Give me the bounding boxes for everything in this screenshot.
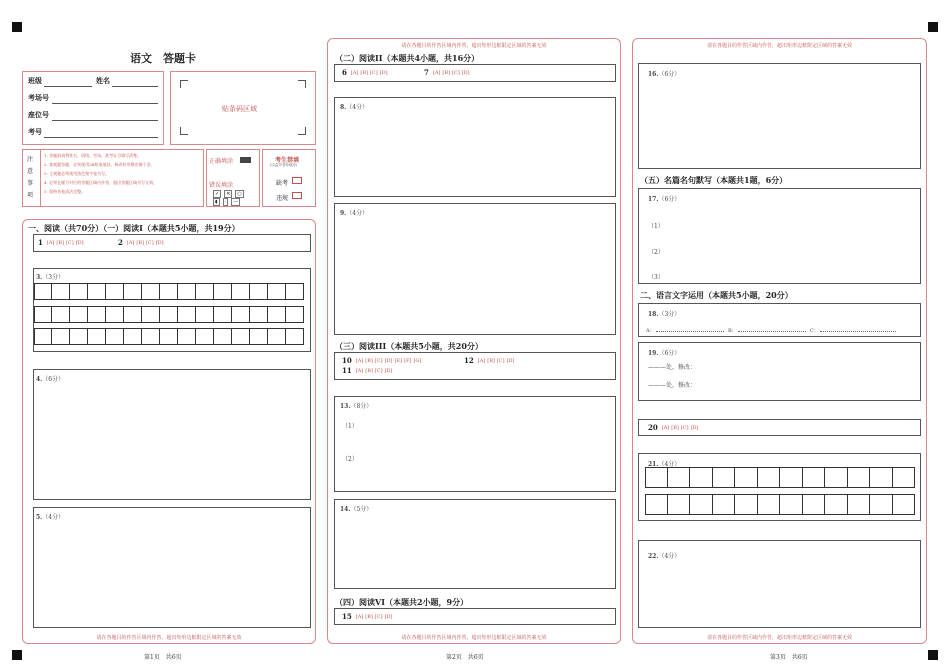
score: （6分）	[658, 350, 681, 357]
note-line: 2. 客观题答题，必须使用2B铅笔填涂，修改时用橡皮擦干净。	[44, 162, 155, 167]
section3-title: （三）阅读III（本题共5小题，共20分）	[335, 341, 483, 351]
q19-label	[648, 348, 680, 357]
option-d[interactable]: [D]	[461, 69, 470, 76]
score: （4分）	[42, 514, 65, 521]
question-number: 22.	[648, 553, 659, 560]
q19-line2: ———处，修改：	[648, 382, 697, 389]
note-line: 1. 答题前请将姓名、班级、考场、准考证号填写清楚。	[44, 153, 142, 158]
page3-footer: 第3页 共6页	[770, 654, 808, 661]
question-number: 2	[118, 238, 123, 247]
q5-label	[36, 512, 64, 521]
page2-footer: 第2页 共6页	[446, 654, 484, 661]
option-d[interactable]: [D]	[155, 239, 164, 246]
writing-grid-row[interactable]	[34, 328, 304, 345]
option-c[interactable]: [C]	[65, 239, 74, 246]
q13-sub1: （1）	[342, 423, 358, 430]
section5-title: （五）名篇名句默写（本题共1题，6分）	[640, 175, 788, 185]
wrong-mark-cross: ✕	[226, 191, 231, 197]
option-b[interactable]: [B]	[365, 613, 373, 620]
wrong-fill-examples	[213, 190, 244, 198]
q3-label	[36, 272, 64, 281]
barcode-label: 贴条码区域	[222, 105, 257, 113]
seat-label: 座位号	[28, 110, 49, 119]
notes-side-char: 项	[27, 192, 34, 199]
q13-sub2: （2）	[342, 456, 358, 463]
option-a[interactable]: [A]	[126, 239, 135, 246]
q14-label	[340, 504, 372, 513]
option-c[interactable]: [C]	[145, 239, 154, 246]
q5-answer-box[interactable]	[33, 507, 311, 628]
question-number: 3.	[36, 274, 43, 281]
q16-label	[648, 69, 680, 78]
question-number: 7	[424, 68, 429, 77]
section6-title: 二、语言文字运用（本题共5小题，20分）	[640, 290, 793, 300]
option-b[interactable]: [B]	[136, 239, 144, 246]
q17-sub2: （2）	[648, 249, 664, 256]
question-number: 12	[464, 356, 474, 365]
option-b[interactable]: [B]	[442, 69, 450, 76]
mc-q15	[342, 612, 393, 621]
option-b[interactable]: [B]	[365, 357, 373, 364]
wrong-mark-dot: ·	[224, 199, 227, 205]
q18-c-label: C：	[810, 328, 819, 334]
option-a[interactable]: [A]	[661, 424, 670, 431]
section2-title: （二）阅读II（本题共4小题，共16分）	[335, 53, 480, 63]
score: （3分）	[658, 311, 681, 318]
question-number: 15	[342, 612, 352, 621]
option-b[interactable]: [B]	[365, 367, 373, 374]
violation-label: 违规	[276, 195, 289, 202]
score: （6分）	[42, 376, 65, 383]
question-number: 17.	[648, 196, 659, 203]
wrong-fill-examples	[213, 198, 240, 206]
class-field[interactable]	[44, 86, 92, 87]
q4-answer-box[interactable]	[33, 369, 311, 500]
q18-a-line[interactable]	[656, 331, 724, 332]
option-d[interactable]: [D]	[75, 239, 84, 246]
option-c[interactable]: [C]	[374, 357, 383, 364]
barcode-corner	[180, 127, 188, 135]
q9-answer-box[interactable]	[334, 203, 616, 335]
score: （4分）	[346, 210, 369, 217]
question-number: 16.	[648, 71, 659, 78]
question-number: 14.	[340, 506, 351, 513]
exam-room-field[interactable]	[52, 103, 158, 104]
option-d[interactable]: [D]	[384, 357, 393, 364]
option-a[interactable]: [A]	[46, 239, 55, 246]
option-f[interactable]: [F]	[404, 357, 412, 364]
option-d[interactable]: [D]	[506, 357, 515, 364]
notes-side-char: 注	[27, 156, 34, 163]
q13-answer-box[interactable]	[334, 396, 616, 492]
top-notice: 请在各题目的作答区域内作答，超出矩形边框限定区域的答案无效	[401, 43, 547, 49]
option-a[interactable]: [A]	[355, 357, 364, 364]
wrong-fill-label: 错误填涂	[209, 182, 234, 189]
q8-answer-box[interactable]	[334, 97, 616, 197]
wrong-mark-check: ✓	[215, 191, 220, 197]
correct-fill-mark	[240, 157, 251, 163]
score: （4分）	[346, 104, 369, 111]
q22-answer-box[interactable]	[638, 540, 921, 628]
option-a[interactable]: [A]	[355, 367, 364, 374]
option-e[interactable]: [E]	[394, 357, 403, 364]
note-line: 4. 必须在题号对应的答题区域内作答，超出答题区域书写无效。	[44, 180, 158, 185]
notes-side-char: 事	[27, 180, 34, 187]
absent-label: 缺考	[276, 180, 289, 187]
registration-mark	[928, 650, 938, 660]
score: （6分）	[658, 196, 681, 203]
section4-title: （四）阅读VI（本题共2小题，9分）	[335, 597, 469, 607]
violation-checkbox[interactable]	[292, 192, 302, 199]
option-d[interactable]: [D]	[384, 613, 393, 620]
option-c[interactable]: [C]	[369, 69, 378, 76]
option-b[interactable]: [B]	[671, 424, 679, 431]
option-c[interactable]: [C]	[374, 613, 383, 620]
q17-label	[648, 194, 680, 203]
question-number: 21.	[648, 461, 659, 468]
option-c[interactable]: [C]	[496, 357, 505, 364]
option-d[interactable]: [D]	[379, 69, 388, 76]
page1-footer: 第1页 共6页	[144, 654, 182, 661]
q17-sub3: （3）	[648, 274, 664, 281]
option-a[interactable]: [A]	[477, 357, 486, 364]
mc-q6	[342, 68, 388, 77]
q18-c-line[interactable]	[820, 331, 896, 332]
seat-field[interactable]	[52, 120, 158, 121]
score: （3分）	[42, 274, 65, 281]
wrong-mark-circle: ○	[237, 191, 242, 197]
class-label: 班级	[28, 76, 42, 85]
correct-fill-label: 正确填涂	[209, 158, 234, 165]
option-b[interactable]: [B]	[360, 69, 368, 76]
question-number: 4.	[36, 376, 43, 383]
bottom-notice: 请在各题目的作答区域内作答，超出矩形边框限定区域的答案无效	[706, 635, 852, 641]
question-number: 19.	[648, 350, 659, 357]
q8-label	[340, 102, 368, 111]
mc-q10	[342, 356, 421, 365]
writing-grid-row[interactable]	[34, 306, 304, 323]
score: （4分）	[658, 553, 681, 560]
section1-title: 一、阅读（共70分）（一）阅读I（本题共5小题，共19分）	[28, 223, 240, 233]
option-b[interactable]: [B]	[56, 239, 64, 246]
registration-mark	[12, 650, 22, 660]
name-label: 姓名	[96, 76, 110, 85]
option-b[interactable]: [B]	[487, 357, 495, 364]
wrong-mark-line: —	[233, 199, 239, 205]
question-number: 8.	[340, 104, 347, 111]
question-number: 5.	[36, 514, 43, 521]
mc-q12	[464, 356, 515, 365]
bottom-notice: 请在各题目的作答区域内作答，超出矩形边框限定区域的答案无效	[96, 635, 242, 641]
barcode-corner	[180, 80, 188, 88]
q18-b-line[interactable]	[738, 331, 806, 332]
q19-line1: ———处，修改：	[648, 364, 697, 371]
score: （5分）	[350, 506, 373, 513]
absent-checkbox[interactable]	[292, 177, 302, 184]
top-notice: 请在各题目的作答区域内作答，超出矩形边框限定区域的答案无效	[706, 43, 852, 49]
note-line: 3. 主观题必须使用黑色签字笔书写。	[44, 171, 110, 176]
mc-q1	[38, 238, 84, 247]
note-line: 5. 保持答卷清洁完整。	[44, 189, 86, 194]
option-a[interactable]: [A]	[432, 69, 441, 76]
option-d[interactable]: [D]	[384, 367, 393, 374]
question-number: 11	[342, 366, 352, 375]
bottom-notice: 请在各题目的作答区域内作答，超出矩形边框限定区域的答案无效	[401, 635, 547, 641]
mc-q11	[342, 366, 393, 375]
question-number: 20	[648, 423, 658, 432]
writing-grid-row[interactable]	[645, 467, 915, 488]
absent-title: 考生禁填	[275, 157, 300, 164]
option-c[interactable]: [C]	[680, 424, 689, 431]
exam-no-field[interactable]	[44, 137, 158, 138]
q16-answer-box[interactable]	[638, 63, 921, 169]
absent-sub: (由监考老师填涂)	[270, 163, 298, 167]
q13-label	[340, 401, 372, 410]
question-number: 18.	[648, 311, 659, 318]
option-c[interactable]: [C]	[374, 367, 383, 374]
registration-mark	[928, 22, 938, 32]
score: （6分）	[658, 71, 681, 78]
notes-divider	[40, 150, 41, 206]
q22-label	[648, 551, 680, 560]
q14-answer-box[interactable]	[334, 499, 616, 589]
page-title: 语文 答题卡	[130, 52, 196, 65]
writing-grid-row[interactable]	[645, 494, 915, 515]
q17-sub1: （1）	[648, 223, 664, 230]
registration-mark	[12, 22, 22, 32]
option-a[interactable]: [A]	[355, 613, 364, 620]
mc-q2	[118, 238, 164, 247]
score: （4分）	[658, 461, 681, 468]
q17-answer-box[interactable]	[638, 188, 921, 284]
option-a[interactable]: [A]	[350, 69, 359, 76]
question-number: 9.	[340, 210, 347, 217]
q19-answer-box[interactable]	[638, 342, 921, 401]
mc-q7	[424, 68, 470, 77]
option-g[interactable]: [G]	[413, 357, 422, 364]
student-info-box	[22, 71, 164, 145]
question-number: 1	[38, 238, 43, 247]
exam-room-label: 考场号	[28, 93, 49, 102]
q18-a-label: A：	[646, 328, 655, 334]
wrong-mark-half: ◖	[215, 199, 218, 205]
question-number: 6	[342, 68, 347, 77]
barcode-corner	[298, 80, 306, 88]
name-field[interactable]	[112, 86, 158, 87]
option-d[interactable]: [D]	[690, 424, 699, 431]
q9-label	[340, 208, 368, 217]
question-number: 13.	[340, 403, 351, 410]
q18-b-label: B：	[728, 328, 737, 334]
question-number: 10	[342, 356, 352, 365]
option-c[interactable]: [C]	[451, 69, 460, 76]
score: （8分）	[350, 403, 373, 410]
barcode-corner	[298, 127, 306, 135]
q4-label	[36, 374, 64, 383]
mc-q20	[648, 423, 699, 432]
notes-side-char: 意	[27, 168, 34, 175]
q18-label	[648, 309, 680, 318]
exam-no-label: 考号	[28, 127, 42, 136]
notes-side-label	[27, 154, 35, 202]
writing-grid-row[interactable]	[34, 283, 304, 300]
